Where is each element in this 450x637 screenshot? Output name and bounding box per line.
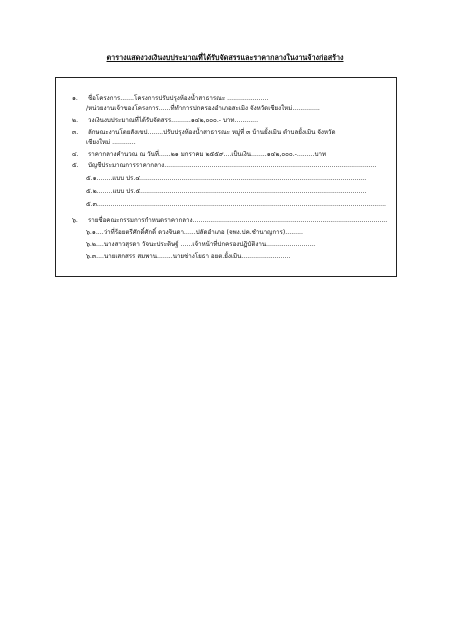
item-text: ๖.๑....ว่าที่ร้อยตรีศักดิ์ศักดิ์ ดวงจินดา......ปลัดอำเภอ (จพง.ปค.ชำนาญการ)......... — [86, 229, 303, 236]
list-item — [86, 241, 315, 249]
list-item — [72, 117, 258, 125]
list-item — [86, 175, 366, 183]
list-item — [72, 129, 336, 137]
item-text: ๖.๓....นายเสกสรร สมพาน........นายช่างโยธา อยต.ยั้งเมิน......................... — [86, 253, 291, 260]
item-text: ๕.๓................................................................................................................................................... — [86, 201, 387, 208]
item-text: ๖.๒....นางสาวสุรดา วัจนะประดิษฐ์ ......เจ้าหน้าที่ปกครองปฏิบัติงาน......................... — [86, 241, 316, 248]
item-number: ๒. — [72, 117, 79, 124]
item-number: ๓. — [72, 129, 79, 136]
item-text: บัญชีประมาณการราคากลาง............................................................................................................ — [87, 162, 377, 169]
list-item — [86, 139, 136, 147]
list-item — [86, 188, 366, 196]
item-text: รายชื่อคณะกรรมการกำหนดราคากลาง................................................................................................... — [87, 217, 388, 224]
list-item — [72, 162, 377, 170]
list-item — [72, 95, 269, 103]
item-text: ราคากลางคำนวณ ณ วันที่......๒๑ มกราคม ๒๕๕๙....เป็นเงิน........๑๔๒,๐๐๐.-.........บาท — [87, 151, 327, 158]
list-item — [86, 253, 290, 261]
item-text: ลักษณะงานโดยสังเขป........ปรับปรุงห้องน้ำสาธารณะ หมู่ที่ ๓ บ้านยั้งเมิน ตำบลยั้งเมิน จังหวัด — [87, 129, 336, 136]
list-item — [72, 217, 387, 225]
item-text: ๕.๑........แบบ ปร.๔................................................................................................................... — [86, 175, 367, 182]
item-text: ๕.๒........แบบ ปร.๕................................................................................................................... — [86, 188, 367, 195]
list-item — [72, 151, 326, 159]
item-text: วงเงินงบประมาณที่ได้รับจัดสรร..........๑๔๒,๐๐๐.- บาท............ — [87, 117, 259, 124]
list-item — [86, 201, 386, 209]
item-text: เชียงใหม่ ............ — [86, 139, 136, 146]
item-number: ๑. — [72, 95, 78, 102]
item-number: ๔. — [72, 151, 79, 158]
list-item — [86, 105, 320, 113]
item-text: /หน่วยงานเจ้าของโครงการ......ที่ทำการปกครองอำเภอสะเมิง จังหวัดเชียงใหม่.............. — [86, 105, 320, 112]
item-number: ๖. — [72, 217, 78, 224]
list-item — [86, 229, 303, 237]
page-title: ตารางแสดงวงเงินงบประมาณที่ได้รับจัดสรรและราคากลางในงานจ้างก่อสร้าง — [106, 53, 344, 62]
item-text: ชื่อโครงการ.......โครงการปรับปรุงห้องน้ำสาธารณะ ..................... — [87, 95, 269, 102]
item-number: ๕. — [72, 162, 79, 169]
